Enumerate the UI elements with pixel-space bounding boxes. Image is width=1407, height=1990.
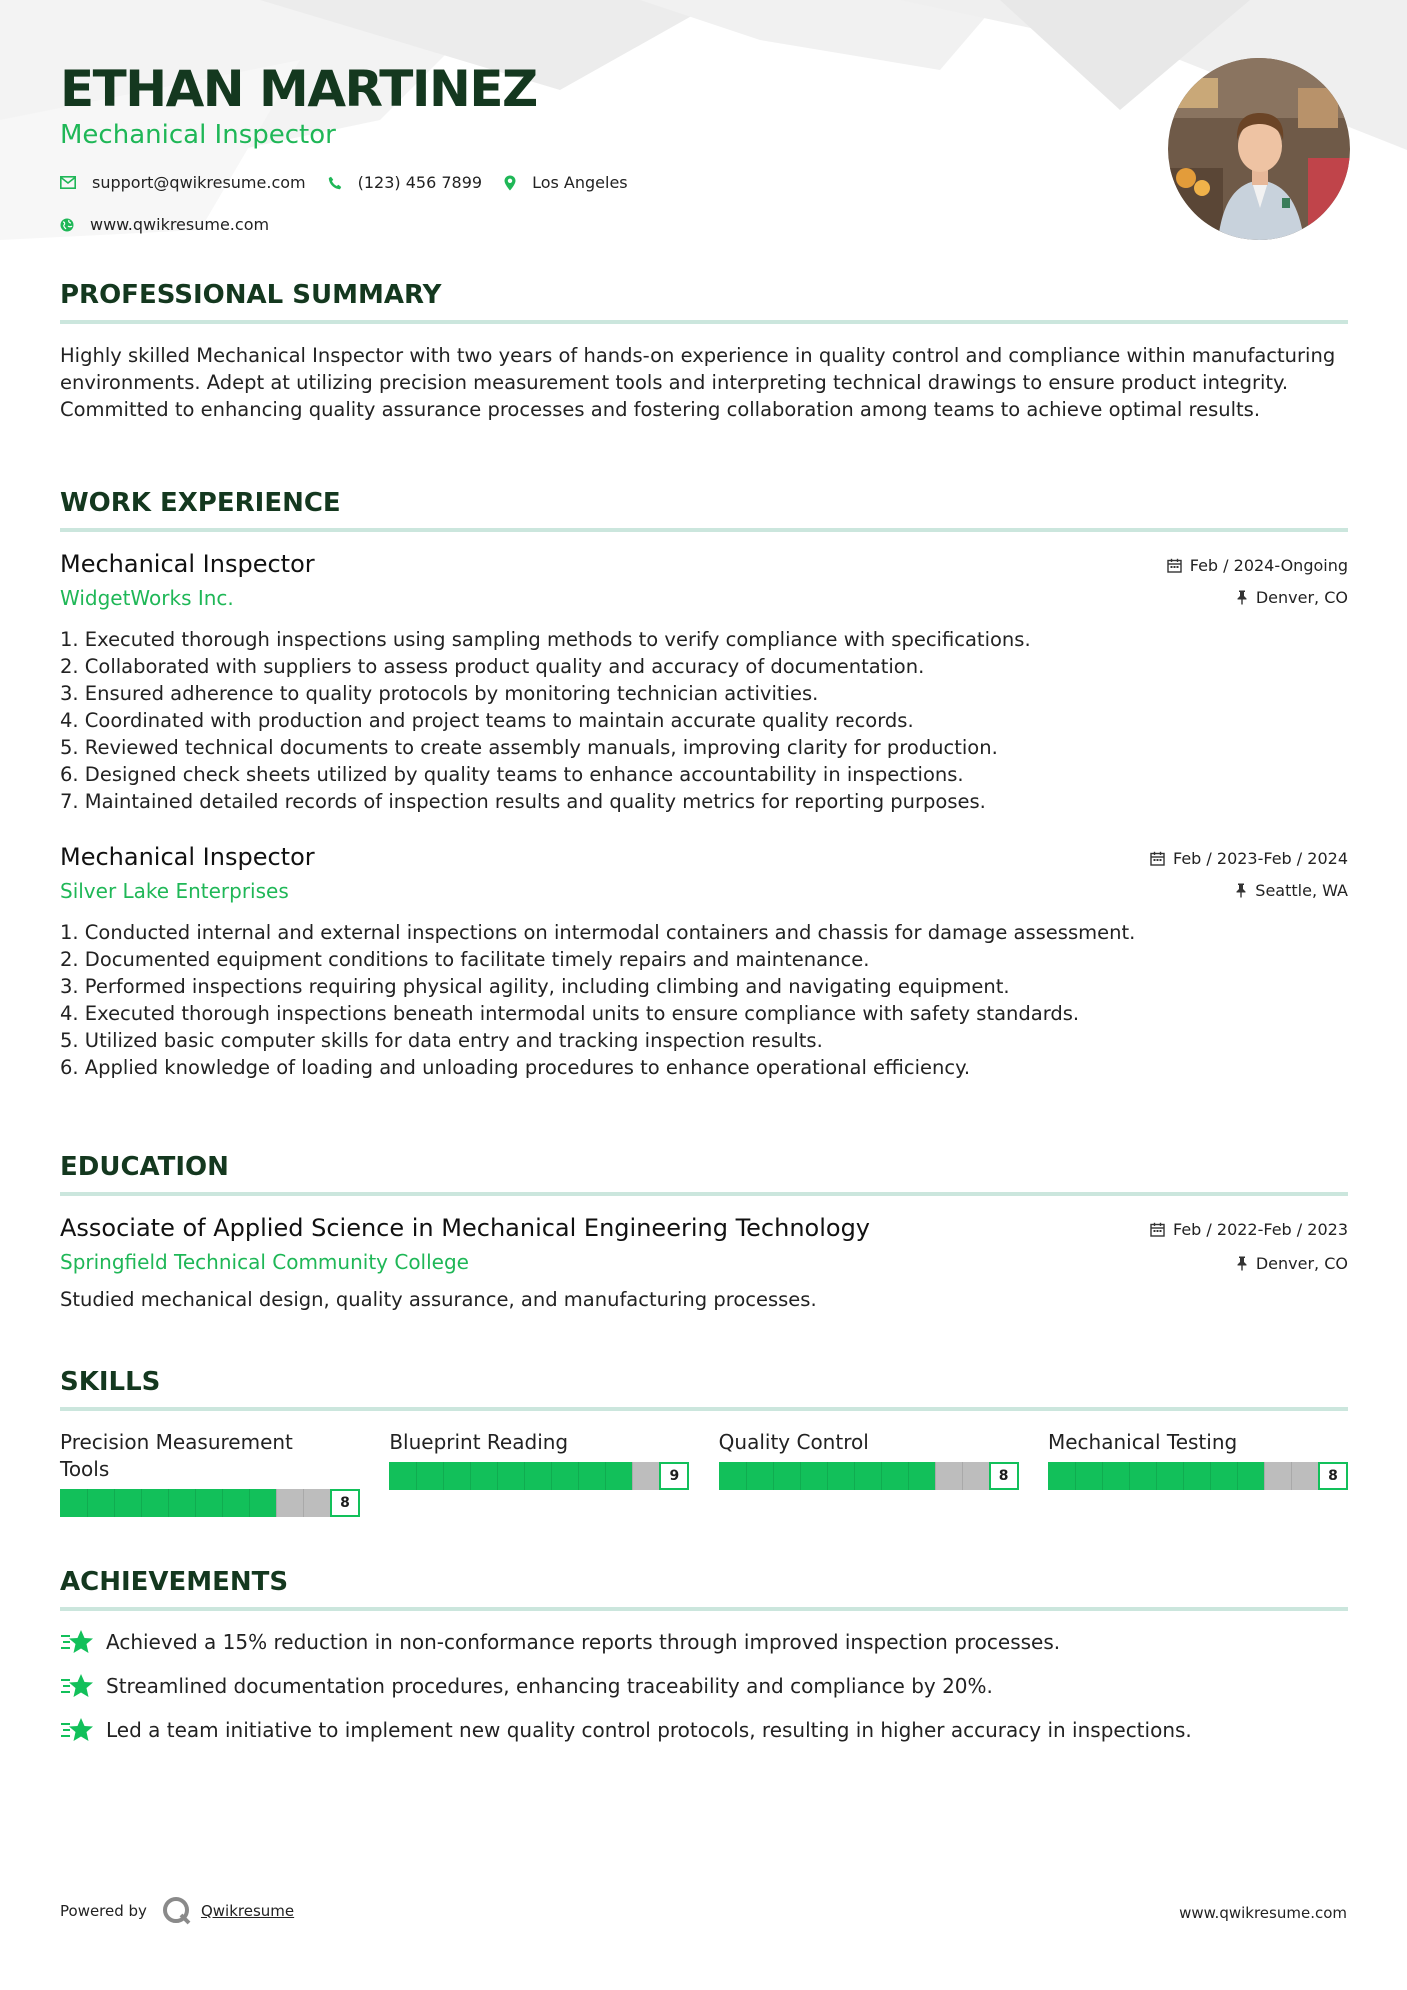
footer-url[interactable]: www.qwikresume.com	[1179, 1904, 1347, 1922]
skill-bar-segment	[827, 1462, 828, 1490]
website-row	[60, 215, 291, 234]
skill-bar-segment	[605, 1462, 606, 1490]
list-item: 3. Performed inspections requiring physical agility, including climbing and navigating equipment.	[60, 975, 1010, 998]
pushpin-icon	[1235, 883, 1247, 898]
skills-heading: SKILLS	[60, 1367, 161, 1397]
skill-level-badge: 8	[989, 1462, 1019, 1490]
phone-text: (123) 456 7899	[357, 173, 483, 192]
qwikresume-logo-icon	[161, 1895, 193, 1927]
skills-list	[60, 1429, 1348, 1517]
globe-icon	[60, 218, 74, 232]
degree-title: Associate of Applied Science in Mechanical Engineering Technology	[60, 1214, 870, 1242]
contact-phone[interactable]	[328, 173, 482, 192]
skill-level-bar	[60, 1489, 330, 1517]
skill-item	[1048, 1429, 1348, 1517]
skill-bar-segment	[168, 1489, 169, 1517]
website-text: www.qwikresume.com	[90, 215, 270, 234]
list-item: 1. Executed thorough inspections using sampling methods to verify compliance with specifications.	[60, 628, 1031, 651]
skill-bar-segment	[497, 1462, 498, 1490]
list-item: 6. Applied knowledge of loading and unloading procedures to enhance operational efficiency.	[60, 1056, 971, 1079]
list-item: 7. Maintained detailed records of inspection results and quality metrics for reporting purposes.	[60, 790, 986, 813]
skill-bar-segment	[1237, 1462, 1238, 1490]
skill-bar-segment	[632, 1462, 633, 1490]
skill-bar-segment	[443, 1462, 444, 1490]
skill-bar-segment	[935, 1462, 936, 1490]
skill-name: Precision Measurement Tools	[60, 1430, 293, 1481]
job-dates: Feb / 2024-Ongoing	[1167, 556, 1348, 575]
skill-bar-segment	[1075, 1462, 1076, 1490]
section-divider	[60, 1407, 1348, 1411]
calendar-icon	[1150, 1222, 1165, 1237]
skill-bar-segment	[551, 1462, 552, 1490]
skill-bar-segment	[854, 1462, 855, 1490]
skill-item	[389, 1429, 689, 1517]
education-description: Studied mechanical design, quality assurance, and manufacturing processes.	[60, 1288, 817, 1311]
list-item: 5. Reviewed technical documents to create assembly manuals, improving clarity for production.	[60, 736, 998, 759]
section-divider	[60, 1607, 1348, 1611]
skill-bar-segment	[470, 1462, 471, 1490]
skill-bar-segment	[1264, 1462, 1265, 1490]
job-company: WidgetWorks Inc.	[60, 586, 234, 610]
skill-bar-segment	[881, 1462, 882, 1490]
section-divider	[60, 528, 1348, 532]
job-title: Mechanical Inspector	[60, 843, 315, 871]
skill-bar-segment	[276, 1489, 277, 1517]
envelope-icon	[60, 176, 76, 189]
qwikresume-link[interactable]: Qwikresume	[200, 1902, 295, 1920]
skill-bar-fill	[389, 1462, 632, 1490]
skill-bar-segment	[1129, 1462, 1130, 1490]
job-bullets	[60, 919, 1348, 1081]
skill-bar-segment	[114, 1489, 115, 1517]
star-icon	[60, 1673, 94, 1699]
summary-text: Highly skilled Mechanical Inspector with two years of hands-on experience in quality control and compliance within manufacturing environments. Adept at utilizing precision measurement tools and interpreting technical drawings to ensure product integrity. Committed to enhancing quality assurance processes and fostering collaboration among teams to achieve optimal results.	[60, 344, 1336, 421]
skill-level-bar	[1048, 1462, 1318, 1490]
email-text: support@qwikresume.com	[92, 173, 306, 192]
skill-level-badge: 8	[330, 1489, 360, 1517]
list-item: 4. Coordinated with production and project teams to maintain accurate quality records.	[60, 709, 914, 732]
skill-bar-segment	[773, 1462, 774, 1490]
skill-bar-segment	[962, 1462, 963, 1490]
job-location: Denver, CO	[1236, 588, 1348, 607]
candidate-title: Mechanical Inspector	[60, 120, 336, 150]
education-dates: Feb / 2022-Feb / 2023	[1150, 1220, 1348, 1239]
list-item: 6. Designed check sheets utilized by quality teams to enhance accountability in inspections.	[60, 763, 964, 786]
experience-heading: WORK EXPERIENCE	[60, 488, 341, 518]
skill-name: Blueprint Reading	[389, 1430, 569, 1454]
job-company: Silver Lake Enterprises	[60, 879, 289, 903]
education-section	[60, 1150, 1348, 1313]
phone-icon	[328, 176, 342, 190]
summary-section	[60, 278, 1348, 423]
pushpin-icon	[1236, 1256, 1248, 1271]
list-item: 3. Ensured adherence to quality protocols by monitoring technician activities.	[60, 682, 819, 705]
skill-level-bar	[719, 1462, 989, 1490]
profile-photo	[1168, 58, 1350, 240]
star-icon	[60, 1717, 94, 1743]
list-item: 1. Conducted internal and external inspections on intermodal containers and chassis for damage assessment.	[60, 921, 1136, 944]
calendar-icon	[1167, 558, 1182, 573]
skill-bar-segment	[1210, 1462, 1211, 1490]
list-item: 2. Collaborated with suppliers to assess product quality and accuracy of documentation.	[60, 655, 925, 678]
section-divider	[60, 320, 1348, 324]
contact-email[interactable]	[60, 173, 306, 192]
job-title: Mechanical Inspector	[60, 550, 315, 578]
skill-bar-segment	[908, 1462, 909, 1490]
footer-powered-by: Powered by Qwikresume	[60, 1895, 294, 1927]
education-location: Denver, CO	[1236, 1254, 1348, 1273]
education-heading: EDUCATION	[60, 1152, 229, 1182]
job-entry	[60, 841, 1348, 1081]
skill-bar-segment	[416, 1462, 417, 1490]
skills-section	[60, 1365, 1348, 1517]
section-divider	[60, 1192, 1348, 1196]
map-pin-icon	[504, 175, 516, 191]
skill-bar-segment	[800, 1462, 801, 1490]
skill-bar-segment	[1291, 1462, 1292, 1490]
experience-section	[60, 486, 1348, 1081]
contact-location	[504, 173, 628, 192]
job-entry	[60, 548, 1348, 815]
skill-level-bar	[389, 1462, 659, 1490]
skill-bar-segment	[141, 1489, 142, 1517]
skill-bar-segment	[195, 1489, 196, 1517]
summary-heading: PROFESSIONAL SUMMARY	[60, 280, 442, 310]
skill-bar-segment	[1183, 1462, 1184, 1490]
contact-row	[60, 173, 650, 192]
skill-item	[719, 1429, 1019, 1517]
skill-bar-segment	[249, 1489, 250, 1517]
school-name: Springfield Technical Community College	[60, 1250, 469, 1274]
calendar-icon	[1150, 851, 1165, 866]
skill-name: Mechanical Testing	[1047, 1430, 1238, 1454]
contact-website[interactable]	[60, 215, 269, 234]
education-entry	[60, 1212, 1348, 1313]
job-location: Seattle, WA	[1235, 881, 1348, 900]
skill-bar-segment	[1102, 1462, 1103, 1490]
list-item: 4. Executed thorough inspections beneath intermodal units to ensure compliance with safety standards.	[60, 1002, 1080, 1025]
skill-bar-segment	[1156, 1462, 1157, 1490]
achievement-item: Streamlined documentation procedures, enhancing traceability and compliance by 20%.	[60, 1671, 1348, 1701]
candidate-name: ETHAN MARTINEZ	[60, 60, 537, 118]
job-dates: Feb / 2023-Feb / 2024	[1150, 849, 1348, 868]
skill-bar-segment	[303, 1489, 304, 1517]
achievements-list	[60, 1627, 1348, 1745]
pushpin-icon	[1236, 590, 1248, 605]
achievements-section	[60, 1565, 1348, 1759]
achievements-heading: ACHIEVEMENTS	[60, 1567, 289, 1597]
skill-item	[60, 1429, 360, 1517]
star-icon	[60, 1629, 94, 1655]
skill-level-badge: 9	[659, 1462, 689, 1490]
skill-bar-segment	[524, 1462, 525, 1490]
skill-bar-segment	[746, 1462, 747, 1490]
skill-level-badge: 8	[1318, 1462, 1348, 1490]
list-item: 2. Documented equipment conditions to facilitate timely repairs and maintenance.	[60, 948, 870, 971]
achievement-item: Led a team initiative to implement new quality control protocols, resulting in higher accuracy in inspections.	[60, 1715, 1348, 1745]
achievement-item: Achieved a 15% reduction in non-conformance reports through improved inspection processes.	[60, 1627, 1348, 1657]
skill-bar-segment	[87, 1489, 88, 1517]
skill-bar-segment	[578, 1462, 579, 1490]
skill-name: Quality Control	[718, 1430, 869, 1454]
list-item: 5. Utilized basic computer skills for data entry and tracking inspection results.	[60, 1029, 823, 1052]
location-text: Los Angeles	[532, 173, 628, 192]
skill-bar-segment	[222, 1489, 223, 1517]
job-bullets	[60, 626, 1348, 815]
